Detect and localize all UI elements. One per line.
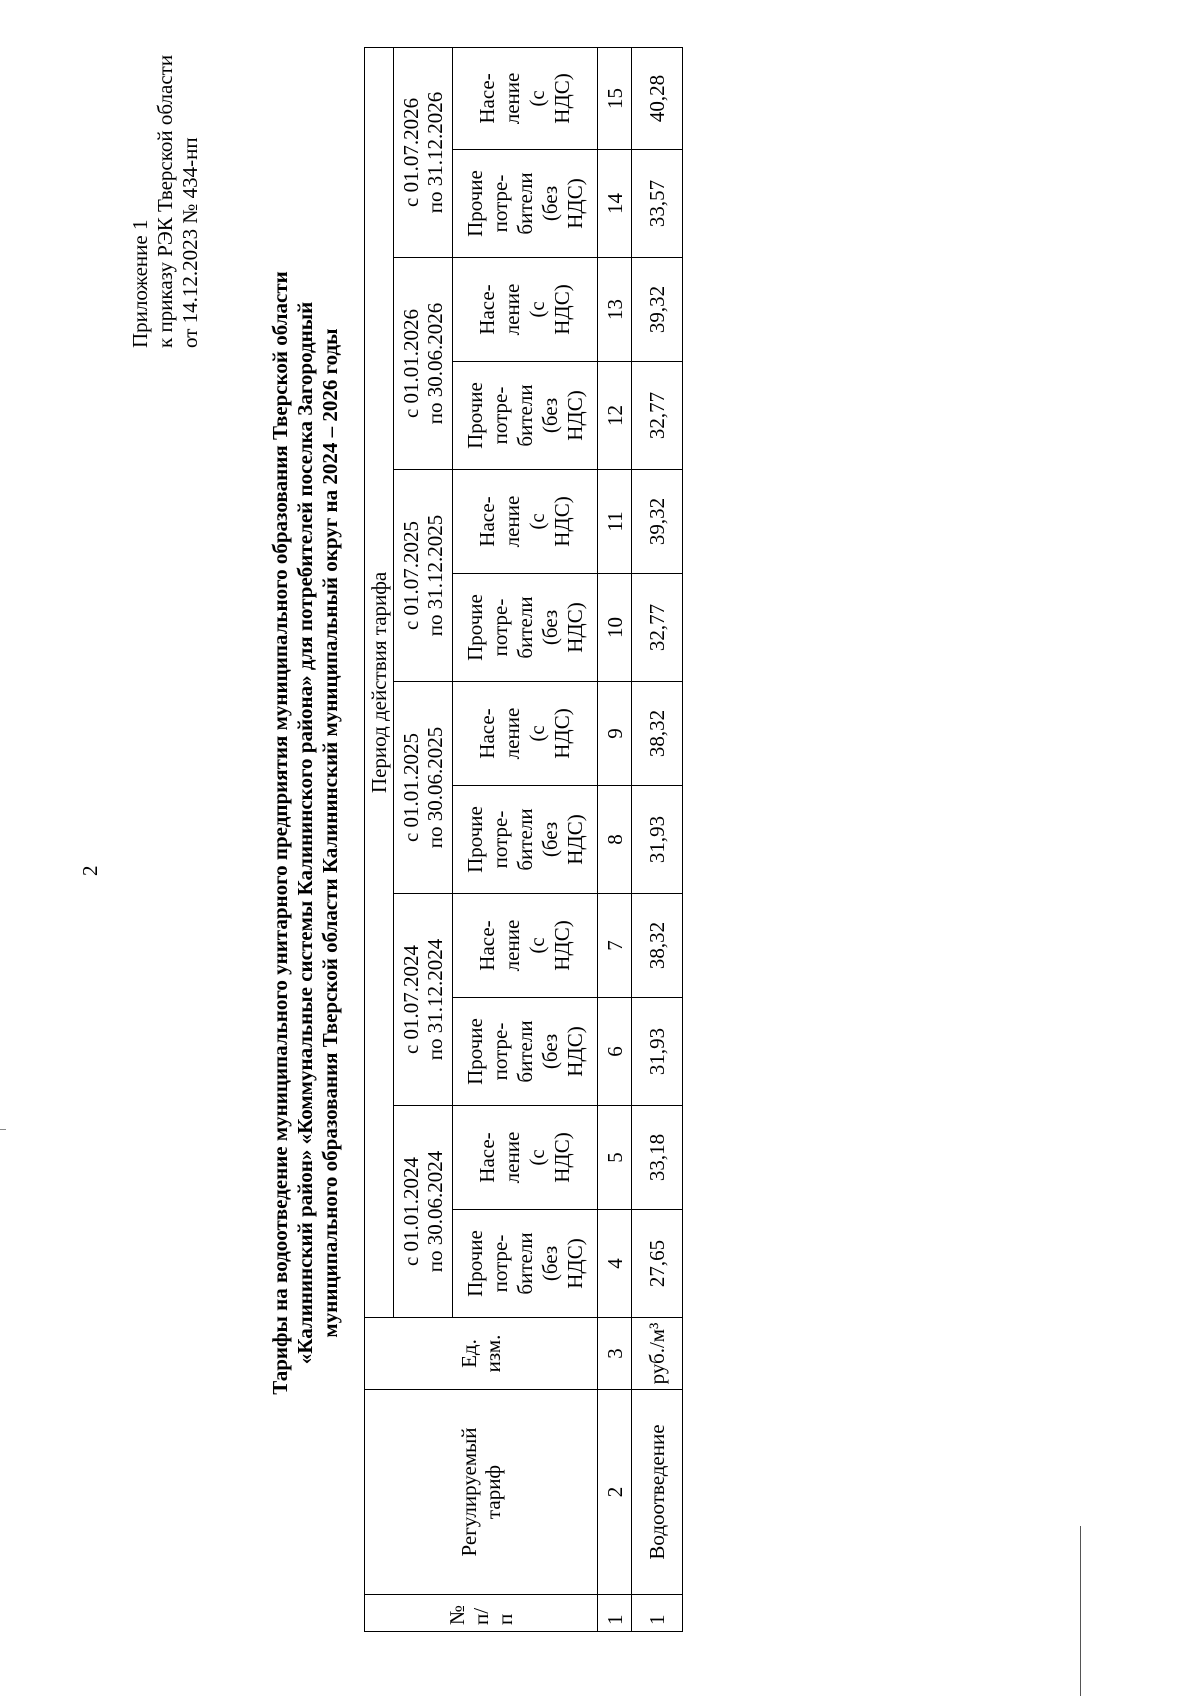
category-cell-other-consumers: Прочие потре- бители (без НДС) — [453, 362, 598, 470]
header-cell-tariff: Регулируемый тариф — [365, 1390, 598, 1595]
period-header-cell: с 01.07.2025 по 31.12.2025 — [394, 470, 453, 682]
row-number-cell: 1 — [632, 1595, 683, 1632]
category-cell-population: Насе- ление (с НДС) — [453, 47, 598, 149]
scan-edge-mark — [1080, 1526, 1081, 1696]
category-cell-population: Насе- ление (с НДС) — [453, 470, 598, 574]
period-header-cell: с 01.01.2026 по 30.06.2026 — [394, 258, 453, 470]
appendix-reference — [128, 55, 203, 348]
column-number-cell: 3 — [598, 1318, 632, 1390]
column-number-cell: 10 — [598, 574, 632, 682]
period-header-cell: с 01.01.2024 по 30.06.2024 — [394, 1106, 453, 1318]
tariff-value-cell: 38,32 — [632, 682, 683, 786]
appendix-line: Приложение 1 — [128, 219, 152, 348]
column-number-cell: 1 — [598, 1595, 632, 1632]
tariff-value-cell: 32,77 — [632, 362, 683, 470]
period-header-cell: с 01.07.2024 по 31.12.2024 — [394, 894, 453, 1106]
column-number-cell: 12 — [598, 362, 632, 470]
header-cell-period: Период действия тарифа — [365, 47, 394, 1317]
category-cell-other-consumers: Прочие потре- бители (без НДС) — [453, 786, 598, 894]
tariff-value-cell: 39,32 — [632, 258, 683, 362]
header-cell-unit: Ед. изм. — [365, 1318, 598, 1390]
tariff-name-cell: Водоотведение — [632, 1390, 683, 1595]
tariff-value-cell: 27,65 — [632, 1210, 683, 1318]
table-row — [632, 47, 683, 1631]
column-number-cell: 11 — [598, 470, 632, 574]
category-cell-population: Насе- ление (с НДС) — [453, 258, 598, 362]
column-number-cell: 13 — [598, 258, 632, 362]
period-header-cell: с 01.07.2026 по 31.12.2026 — [394, 47, 453, 257]
tariff-value-cell: 33,57 — [632, 150, 683, 258]
column-number-cell: 14 — [598, 150, 632, 258]
tariff-value-cell: 32,77 — [632, 574, 683, 682]
page-number: 2 — [78, 865, 102, 876]
column-number-cell: 9 — [598, 682, 632, 786]
tariff-value-cell: 33,18 — [632, 1106, 683, 1210]
title-line: Тарифы на водоотведение муниципального унитарного предприятия муниципального образования Тверской области — [268, 271, 292, 1395]
appendix-line: к приказу РЭК Тверской области — [153, 54, 177, 348]
category-cell-other-consumers: Прочие потре- бители (без НДС) — [453, 998, 598, 1106]
unit-cell: руб./м³ — [632, 1318, 683, 1390]
category-cell-other-consumers: Прочие потре- бители (без НДС) — [453, 150, 598, 258]
tariff-table — [364, 47, 683, 1632]
title-line: «Калининский район» «Коммунальные системы Калининского района» для потребителей поселка Загородный — [293, 301, 317, 1365]
tariff-value-cell: 31,93 — [632, 786, 683, 894]
category-cell-other-consumers: Прочие потре- бители (без НДС) — [453, 1210, 598, 1318]
appendix-line: от 14.12.2023 № 434-нп — [178, 137, 202, 348]
tariff-value-cell: 39,32 — [632, 470, 683, 574]
title-line: муниципального образования Тверской области Калининский муниципальный округ на 2024 – 2026 годы — [318, 328, 342, 1338]
scan-edge-mark — [0, 1129, 6, 1130]
category-cell-population: Насе- ление (с НДС) — [453, 1106, 598, 1210]
tariff-value-cell: 31,93 — [632, 998, 683, 1106]
category-cell-population: Насе- ление (с НДС) — [453, 894, 598, 998]
column-number-cell: 2 — [598, 1390, 632, 1595]
column-number-cell: 4 — [598, 1210, 632, 1318]
column-number-cell: 6 — [598, 998, 632, 1106]
tariff-value-cell: 40,28 — [632, 47, 683, 149]
header-cell-number: № п/ п — [365, 1595, 598, 1632]
period-header-cell: с 01.01.2025 по 30.06.2025 — [394, 682, 453, 894]
document-title — [268, 50, 343, 1616]
category-cell-other-consumers: Прочие потре- бители (без НДС) — [453, 574, 598, 682]
tariff-value-cell: 38,32 — [632, 894, 683, 998]
column-number-cell: 5 — [598, 1106, 632, 1210]
column-number-cell: 15 — [598, 47, 632, 149]
column-number-cell: 7 — [598, 894, 632, 998]
category-cell-population: Насе- ление (с НДС) — [453, 682, 598, 786]
column-number-cell: 8 — [598, 786, 632, 894]
